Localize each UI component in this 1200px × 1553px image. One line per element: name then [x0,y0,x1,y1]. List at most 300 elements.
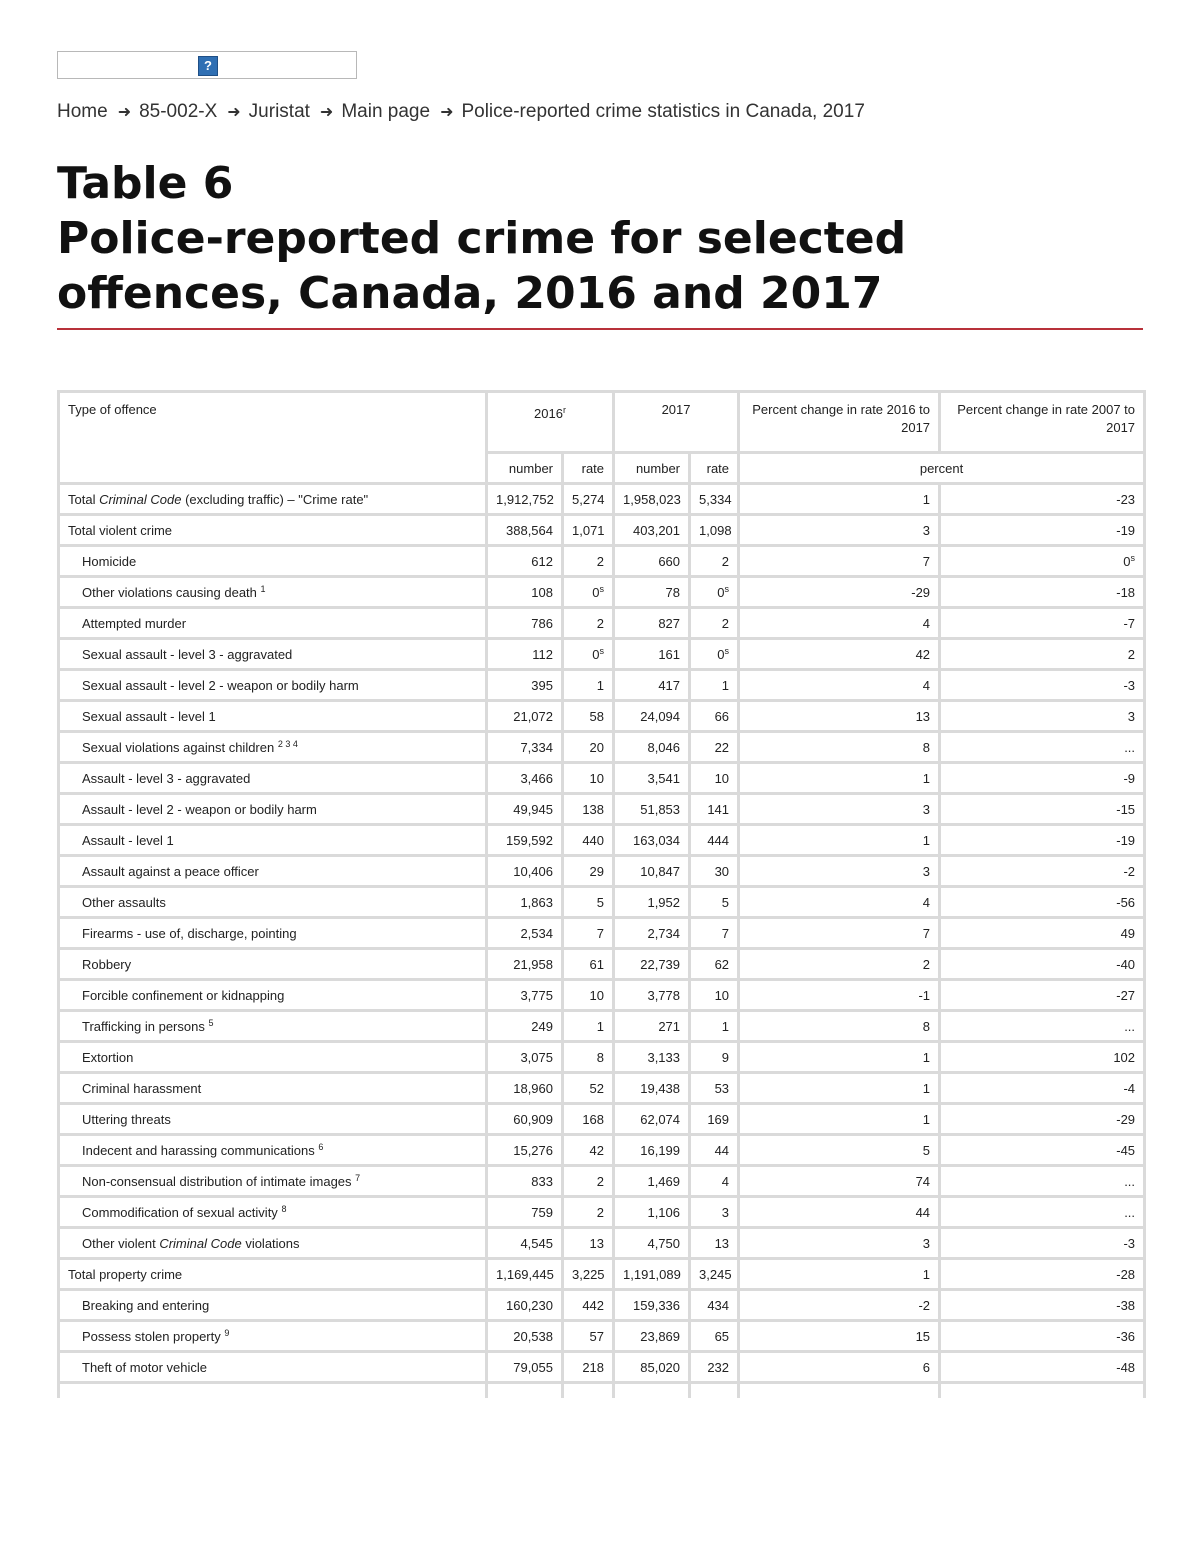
cell-value: 7 [596,925,605,941]
breadcrumb-juristat[interactable]: Juristat [248,101,310,122]
footnote-ref[interactable]: 8 [281,1203,287,1214]
cell-pct-2007-2017 [940,515,1145,546]
cell-number-2016 [487,1259,563,1290]
cell-pct-2016-2017 [739,1042,940,1073]
cell-rate-2017 [690,1104,739,1135]
cell-value: 660 [658,553,681,569]
cell-value: 218 [582,1359,605,1375]
cell-value: 18,960 [513,1080,553,1096]
cell-value: 160,230 [506,1297,553,1313]
cell-value: -29 [1116,1111,1136,1127]
cell-pct-2016-2017 [739,794,940,825]
cell-pct-2007-2017 [940,1011,1145,1042]
subheader-rate-2017: rate [690,453,739,484]
cell-rate-2016 [563,949,614,980]
cell-rate-2016 [563,1011,614,1042]
estimate-flag: s [599,584,605,594]
cell-value: 1,469 [647,1173,681,1189]
cell-value: 232 [707,1359,730,1375]
cell-value: 74 [915,1173,931,1189]
cell-pct-2016-2017 [739,1197,940,1228]
cell-value: 66 [714,708,730,724]
title-divider [57,328,1143,330]
cell-rate-2017 [690,1197,739,1228]
cell-number-2017 [614,1259,690,1290]
cell-value: 52 [589,1080,605,1096]
cell-number-2016 [487,1197,563,1228]
cell-rate-2017 [690,608,739,639]
cell-value: 5 [922,1142,931,1158]
cell-rate-2016 [563,1135,614,1166]
cell-value: -45 [1116,1142,1136,1158]
cell-number-2016 [487,1104,563,1135]
cell-pct-2016-2017 [739,484,940,515]
cell-pct-2016-2017 [739,1352,940,1383]
cell-number-2017 [614,608,690,639]
cell-number-2016 [487,732,563,763]
cell-pct-2016-2017 [739,856,940,887]
cell-rate-2016 [563,577,614,608]
cell-value: 759 [531,1204,553,1220]
cell-rate-2017 [690,856,739,887]
cell-pct-2007-2017 [940,577,1145,608]
row-label: Theft of motor vehicle [82,1359,207,1375]
cell-rate-2016 [563,1321,614,1352]
cell-value: 108 [531,584,553,600]
cell-value: 440 [582,832,605,848]
cell-value: 42 [589,1142,605,1158]
cell-number-2016 [487,980,563,1011]
cell-pct-2016-2017 [739,732,940,763]
cell-value: 4,545 [520,1235,553,1251]
cell-value: 21,072 [513,708,553,724]
cell-offence [59,1104,487,1135]
cell-value: 5,334 [699,491,732,507]
cell-value: 2,734 [647,925,681,941]
cell-rate-2016 [563,484,614,515]
cell-pct-2007-2017 [940,1135,1145,1166]
row-label: Trafficking in persons [82,1018,205,1034]
cell-offence [59,1166,487,1197]
cell-value: 51,853 [640,801,681,817]
cell-value: 60,909 [513,1111,553,1127]
row-label: Possess stolen property [82,1328,221,1344]
cell-pct-2016-2017 [739,670,940,701]
footnote-ref[interactable]: 6 [318,1141,324,1152]
cell-offence [59,825,487,856]
breadcrumb-main-page[interactable]: Main page [341,101,431,122]
cell-value: 5 [596,894,605,910]
cell-value: 62,074 [640,1111,681,1127]
cell-value: 1,958,023 [623,491,681,507]
cell-value: 3,541 [647,770,681,786]
cell-number-2016 [487,949,563,980]
cell-value: 161 [658,646,681,662]
subheader-number-2017: number [614,453,690,484]
cell-value: 10,406 [513,863,553,879]
cell-value: 30 [714,863,730,879]
table-row [59,1073,1145,1104]
cell-rate-2017 [690,515,739,546]
cell-number-2016 [487,1321,563,1352]
cell-number-2017 [614,825,690,856]
cell-value: -23 [1116,491,1136,507]
cell-rate-2016 [563,1166,614,1197]
table-row [59,1228,1145,1259]
cell-number-2016 [487,887,563,918]
cell-rate-2017 [690,949,739,980]
cell-value: 79,055 [513,1359,553,1375]
empty-cell [614,1383,690,1399]
cell-value: 112 [532,646,553,662]
cell-value: 1,071 [572,522,605,538]
cell-value: 2 [721,553,730,569]
cell-pct-2007-2017 [940,1166,1145,1197]
cell-pct-2007-2017 [940,639,1145,670]
cell-rate-2016 [563,1042,614,1073]
cell-value: 8,046 [647,739,681,755]
cell-number-2017 [614,670,690,701]
cell-rate-2016 [563,670,614,701]
cell-value: 6 [922,1359,931,1375]
cell-value: 10,847 [640,863,681,879]
cell-rate-2016 [563,1290,614,1321]
cell-value: 3,245 [699,1266,732,1282]
cell-number-2016 [487,1042,563,1073]
cell-pct-2016-2017 [739,546,940,577]
cell-value: 62 [714,956,730,972]
cell-value: 10 [714,987,730,1003]
row-label: Sexual assault - level 3 - aggravated [82,646,293,662]
breadcrumb-85-002-x[interactable]: 85-002-X [139,101,218,122]
cell-number-2017 [614,484,690,515]
empty-cell [487,1383,563,1399]
cell-value: 1,169,445 [496,1266,554,1282]
cell-rate-2017 [690,1135,739,1166]
cell-pct-2007-2017 [940,887,1145,918]
cell-number-2016 [487,763,563,794]
cell-pct-2007-2017 [940,1042,1145,1073]
cell-rate-2017 [690,546,739,577]
cell-pct-2007-2017 [940,701,1145,732]
cell-value: 159,592 [506,832,553,848]
table-row [59,1259,1145,1290]
cell-number-2017 [614,732,690,763]
header-2017: 2017 [614,392,739,453]
help-icon[interactable]: ? [198,56,218,76]
cell-rate-2016 [563,701,614,732]
cell-value: 388,564 [506,522,553,538]
cell-value: 1,863 [520,894,553,910]
cell-value: 5 [721,894,730,910]
row-label: Indecent and harassing communications [82,1142,315,1158]
cell-number-2017 [614,980,690,1011]
table-row [59,639,1145,670]
row-label: Other violations causing death [82,584,257,600]
cell-value: 1,106 [647,1204,681,1220]
cell-value: 1,098 [699,522,732,538]
cell-value: 141 [707,801,730,817]
table-row [59,732,1145,763]
table-row [59,484,1145,515]
table-row-partial [59,1383,1145,1399]
footnote-ref[interactable]: 1 [260,583,266,594]
empty-cell [59,1383,487,1399]
table-row [59,1321,1145,1352]
cell-offence [59,701,487,732]
cell-number-2016 [487,1011,563,1042]
cell-value: 10 [589,770,605,786]
breadcrumb [57,101,865,123]
cell-value: -27 [1116,987,1136,1003]
cell-number-2017 [614,546,690,577]
cell-value: 2 [596,553,605,569]
row-label: violations [241,1235,300,1251]
cell-value: 0 [717,585,725,600]
cell-pct-2007-2017 [940,670,1145,701]
cell-offence [59,1290,487,1321]
header-2016 [487,392,614,453]
cell-value: 2 [596,615,605,631]
cell-value: 7 [922,553,931,569]
cell-value: 10 [714,770,730,786]
cell-number-2016 [487,577,563,608]
cell-value: 4 [922,894,931,910]
table-row [59,1042,1145,1073]
table-row [59,701,1145,732]
cell-rate-2016 [563,546,614,577]
cell-pct-2016-2017 [739,1011,940,1042]
row-label: Total violent crime [68,522,173,538]
table-row [59,949,1145,980]
cell-value: 21,958 [513,956,553,972]
cell-number-2016 [487,670,563,701]
cell-value: 3 [1127,708,1136,724]
cell-rate-2017 [690,1042,739,1073]
table-row [59,918,1145,949]
cell-value: -36 [1116,1328,1136,1344]
cell-rate-2017 [690,918,739,949]
cell-pct-2016-2017 [739,1321,940,1352]
cell-number-2017 [614,887,690,918]
cell-pct-2007-2017 [940,546,1145,577]
search-box[interactable] [57,51,357,79]
cell-pct-2007-2017 [940,1228,1145,1259]
cell-number-2017 [614,1352,690,1383]
cell-value: 168 [582,1111,605,1127]
cell-value: 53 [714,1080,730,1096]
cell-offence [59,1352,487,1383]
table-row [59,1104,1145,1135]
cell-value: 4 [922,677,931,693]
cell-number-2016 [487,639,563,670]
cell-rate-2017 [690,1166,739,1197]
cell-value: 0 [592,585,600,600]
cell-rate-2017 [690,1259,739,1290]
cell-value: 20 [589,739,605,755]
cell-value: 1 [721,677,730,693]
cell-value: 2 [721,615,730,631]
cell-pct-2007-2017 [940,1104,1145,1135]
cell-pct-2016-2017 [739,1290,940,1321]
cell-number-2017 [614,1135,690,1166]
cell-value: -56 [1116,894,1136,910]
row-label: Sexual assault - level 1 [82,708,216,724]
cell-value: 9 [721,1049,730,1065]
estimate-flag: s [724,584,730,594]
row-label: Total property crime [68,1266,183,1282]
cell-value: 2 [596,1173,605,1189]
cell-value: 22,739 [640,956,681,972]
cell-number-2017 [614,918,690,949]
row-label: Assault - level 1 [82,832,174,848]
cell-value: 0 [717,647,725,662]
cell-offence [59,980,487,1011]
cell-value: ... [1124,1204,1136,1220]
cell-value: 2 [922,956,931,972]
cell-offence [59,763,487,794]
cell-value: 44 [915,1204,931,1220]
cell-number-2017 [614,1197,690,1228]
cell-value: 3 [922,522,931,538]
row-label: Forcible confinement or kidnapping [82,987,285,1003]
cell-value: 7,334 [520,739,553,755]
header-type-of-offence: Type of offence [59,392,487,484]
cell-offence [59,1321,487,1352]
cell-value: 138 [582,801,605,817]
cell-pct-2016-2017 [739,980,940,1011]
footnote-ref[interactable]: 2 3 4 [277,738,298,749]
cell-value: 1 [922,1080,931,1096]
cell-value: 13 [589,1235,605,1251]
cell-value: 7 [922,925,931,941]
cell-number-2017 [614,949,690,980]
cell-value: 395 [531,677,553,693]
cell-rate-2017 [690,825,739,856]
cell-value: 102 [1113,1049,1136,1065]
table-row [59,980,1145,1011]
subheader-number-2016: number [487,453,563,484]
cell-value: 3,225 [572,1266,605,1282]
breadcrumb-home[interactable]: Home [57,101,108,122]
cell-value: 612 [531,553,553,569]
empty-cell [739,1383,940,1399]
cell-value: 23,869 [640,1328,681,1344]
row-label: Firearms - use of, discharge, pointing [82,925,297,941]
cell-pct-2007-2017 [940,1352,1145,1383]
revised-note: r [562,405,566,415]
page-title [57,156,1143,321]
cell-pct-2016-2017 [739,1073,940,1104]
cell-value: 434 [707,1297,730,1313]
cell-rate-2016 [563,639,614,670]
cell-rate-2017 [690,1011,739,1042]
cell-value: 15,276 [513,1142,553,1158]
cell-pct-2007-2017 [940,1259,1145,1290]
cell-offence [59,949,487,980]
cell-value: 1 [922,770,931,786]
cell-rate-2016 [563,980,614,1011]
cell-rate-2017 [690,484,739,515]
table-row [59,763,1145,794]
footnote-ref[interactable]: 5 [208,1017,214,1028]
cell-number-2016 [487,1166,563,1197]
cell-value: -29 [911,584,931,600]
cell-pct-2007-2017 [940,608,1145,639]
footnote-ref[interactable]: 7 [355,1172,361,1183]
row-label: Breaking and entering [82,1297,210,1313]
cell-offence [59,639,487,670]
subheader-percent: percent [739,453,1145,484]
cell-rate-2017 [690,794,739,825]
row-label: Assault against a peace officer [82,863,259,879]
cell-offence [59,1135,487,1166]
cell-value: 2 [596,1204,605,1220]
cell-value: 159,336 [633,1297,681,1313]
cell-value: -15 [1116,801,1136,817]
cell-number-2017 [614,1321,690,1352]
cell-offence [59,577,487,608]
cell-number-2017 [614,1228,690,1259]
cell-value: 3,466 [520,770,553,786]
cell-offence [59,856,487,887]
cell-value: 8 [922,1018,931,1034]
cell-number-2016 [487,918,563,949]
row-label: Assault - level 2 - weapon or bodily harm [82,801,317,817]
cell-value: -1 [918,987,931,1003]
row-label: Uttering threats [82,1111,171,1127]
cell-value: 5,274 [572,491,605,507]
table-row [59,1197,1145,1228]
cell-value: 3 [922,1235,931,1251]
table-row [59,856,1145,887]
cell-value: 8 [922,739,931,755]
table-row [59,794,1145,825]
table-row [59,608,1145,639]
cell-value: -3 [1123,1235,1136,1251]
cell-offence [59,1011,487,1042]
row-label: Sexual assault - level 2 - weapon or bodily harm [82,677,359,693]
cell-value: 833 [531,1173,553,1189]
cell-rate-2017 [690,887,739,918]
cell-value: ... [1124,739,1136,755]
cell-value: -2 [918,1297,931,1313]
cell-rate-2016 [563,825,614,856]
cell-value: 13 [714,1235,730,1251]
footnote-ref[interactable]: 9 [224,1327,230,1338]
cell-number-2016 [487,1290,563,1321]
cell-value: 2,534 [520,925,553,941]
cell-rate-2016 [563,794,614,825]
cell-pct-2016-2017 [739,1104,940,1135]
cell-value: 827 [658,615,681,631]
cell-rate-2017 [690,763,739,794]
cell-value: -4 [1123,1080,1136,1096]
cell-value: 249 [531,1018,553,1034]
cell-rate-2016 [563,1104,614,1135]
cell-value: 29 [589,863,605,879]
cell-pct-2007-2017 [940,825,1145,856]
cell-value: 1,191,089 [623,1266,681,1282]
cell-value: 20,538 [513,1328,553,1344]
row-label: Commodification of sexual activity [82,1204,278,1220]
cell-value: 0 [1123,554,1131,569]
breadcrumb-current-article[interactable]: Police-reported crime statistics in Canada, 2017 [461,101,865,122]
cell-number-2017 [614,1290,690,1321]
table-row [59,1135,1145,1166]
cell-value: 22 [714,739,730,755]
cell-number-2017 [614,639,690,670]
